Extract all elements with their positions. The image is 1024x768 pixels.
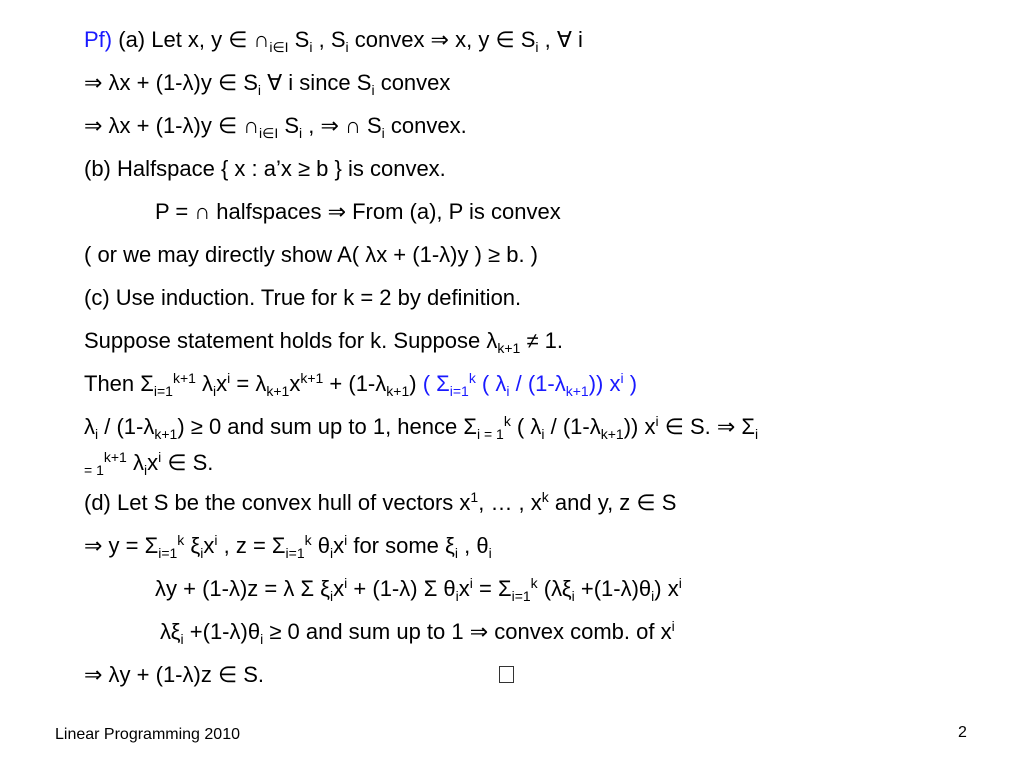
proof-text: ) — [409, 371, 423, 396]
proof-text: i∈I — [269, 39, 289, 55]
proof-line — [155, 199, 561, 225]
proof-text: x — [458, 576, 470, 601]
proof-text: , ∀ i — [538, 27, 583, 52]
proof-text: / (1-λ — [509, 371, 566, 396]
proof-text: , S — [312, 27, 346, 52]
proof-text: λ — [195, 371, 214, 396]
proof-text: λξ — [160, 619, 181, 644]
proof-text: i — [180, 631, 184, 647]
proof-text: i — [571, 588, 575, 604]
proof-text: k+1 — [600, 426, 624, 442]
proof-text: i — [671, 618, 675, 634]
proof-line — [84, 371, 637, 397]
proof-text: = Σ — [472, 576, 512, 601]
proof-text: θ — [311, 533, 330, 558]
proof-text: = 1 — [84, 462, 104, 478]
proof-text: convex — [374, 70, 451, 95]
proof-text: i — [299, 125, 303, 141]
proof-text: i — [755, 426, 759, 442]
proof-text: i — [227, 370, 231, 386]
proof-text: ∈ S. — [161, 450, 214, 475]
proof-text: (λξ — [537, 576, 572, 601]
proof-text: ⇒ λx + (1-λ)y ∈ ∩ — [84, 113, 260, 138]
proof-text: i — [488, 545, 492, 561]
proof-text: i=1 — [153, 383, 173, 399]
proof-text: i — [620, 370, 624, 386]
proof-text: k — [468, 370, 476, 386]
proof-text: x — [203, 533, 215, 558]
proof-line — [160, 619, 675, 645]
proof-text: S — [288, 27, 310, 52]
proof-text: / (1-λ — [544, 414, 601, 439]
proof-text: k+1 — [497, 340, 521, 356]
proof-text: k+1 — [103, 449, 127, 465]
proof-text: k+1 — [565, 383, 589, 399]
proof-text: i — [330, 588, 334, 604]
proof-text: i∈I — [259, 125, 279, 141]
proof-text: i — [678, 575, 682, 591]
proof-text: x — [289, 371, 301, 396]
proof-line — [84, 27, 583, 53]
proof-text: i — [143, 462, 148, 478]
footer-course-title: Linear Programming 2010 — [55, 726, 240, 743]
proof-text: i — [158, 449, 162, 465]
proof-text: i — [651, 588, 655, 604]
proof-text: i=1 — [449, 383, 469, 399]
proof-text: ( λ — [475, 371, 507, 396]
proof-line — [84, 113, 467, 139]
proof-text: 1 — [470, 489, 479, 505]
proof-text: x — [333, 576, 345, 601]
proof-text: x — [147, 450, 159, 475]
proof-text: i — [329, 545, 334, 561]
footer-page-number: 2 — [958, 724, 967, 741]
proof-text: i — [200, 545, 204, 561]
proof-text: = λ — [230, 371, 267, 396]
proof-line — [84, 662, 514, 688]
proof-text: Pf) — [84, 27, 113, 52]
proof-text: i — [257, 82, 262, 98]
proof-text: (d) Let S be the convex hull of vectors x — [84, 490, 471, 515]
proof-text: k+1 — [386, 383, 410, 399]
proof-text: / (1-λ — [98, 414, 155, 439]
proof-text: k+1 — [300, 370, 324, 386]
proof-text: k — [530, 575, 538, 591]
proof-text: k — [304, 532, 312, 548]
proof-line — [84, 328, 563, 354]
proof-text: x — [333, 533, 345, 558]
proof-text: k — [503, 413, 511, 429]
proof-text: k+1 — [266, 383, 290, 399]
proof-text: )) x — [588, 371, 621, 396]
proof-text: i — [345, 39, 349, 55]
proof-text: i — [506, 383, 510, 399]
proof-line — [84, 490, 676, 516]
proof-text: i=1 — [285, 545, 305, 561]
proof-text: ∈ S. ⇒ Σ — [658, 414, 756, 439]
proof-line — [84, 285, 521, 311]
proof-text: , … , x — [478, 490, 542, 515]
proof-text: i — [469, 575, 473, 591]
proof-text: + (1-λ) Σ θ — [347, 576, 456, 601]
proof-text: i = 1 — [476, 426, 504, 442]
proof-text: for some ξ — [347, 533, 455, 558]
proof-line — [84, 414, 758, 440]
proof-text: + (1-λ — [323, 371, 387, 396]
proof-text: k+1 — [172, 370, 196, 386]
proof-text: i — [655, 413, 659, 429]
proof-text: convex ⇒ x, y ∈ S — [348, 27, 536, 52]
proof-text: i=1 — [511, 588, 531, 604]
proof-text: Suppose statement holds for k. Suppose λ — [84, 328, 498, 353]
proof-text: ⇒ y = Σ — [84, 533, 159, 558]
proof-text: ∀ i since S — [261, 70, 372, 95]
proof-line — [155, 576, 682, 602]
proof-text: )) x — [623, 414, 656, 439]
proof-text: λ — [84, 414, 95, 439]
proof-text: i — [371, 82, 375, 98]
proof-text: , θ — [458, 533, 489, 558]
proof-text: ξ — [184, 533, 201, 558]
proof-text: k+1 — [154, 426, 178, 442]
proof-text: ⇒ λx + (1-λ)y ∈ S — [84, 70, 258, 95]
proof-text: i — [309, 39, 313, 55]
proof-text: Then Σ — [84, 371, 154, 396]
proof-text: , ⇒ ∩ S — [302, 113, 382, 138]
proof-text: +(1-λ)θ — [183, 619, 261, 644]
proof-text: i — [260, 631, 264, 647]
proof-line — [84, 156, 446, 182]
proof-text: ( Σ — [422, 371, 450, 396]
proof-text: i — [541, 426, 545, 442]
proof-line — [84, 70, 450, 96]
proof-text: λ — [126, 450, 144, 475]
proof-text: , z = Σ — [217, 533, 286, 558]
proof-text: +(1-λ)θ — [574, 576, 652, 601]
proof-text: ) ≥ 0 and sum up to 1, hence Σ — [177, 414, 477, 439]
proof-text: ≥ 0 and sum up to 1 ⇒ convex comb. of x — [263, 619, 672, 644]
proof-text: x — [216, 371, 228, 396]
proof-text: i — [213, 383, 217, 399]
proof-text: ( λ — [510, 414, 542, 439]
proof-text: ≠ 1. — [520, 328, 563, 353]
proof-text: i — [454, 545, 459, 561]
proof-text: i — [381, 125, 385, 141]
qed-box-icon — [499, 666, 514, 683]
proof-text: ) — [623, 371, 638, 396]
proof-line — [84, 533, 492, 559]
proof-text: i — [214, 532, 218, 548]
proof-text: i — [344, 575, 348, 591]
proof-text: and y, z ∈ S — [548, 490, 677, 515]
proof-text: λy + (1-λ)z = λ Σ ξ — [155, 576, 331, 601]
proof-line — [84, 242, 538, 268]
proof-text: i — [95, 426, 99, 442]
proof-text: ( or we may directly show A( λx + (1-λ)y ) ≥ b. ) — [84, 242, 538, 267]
proof-line — [84, 450, 213, 476]
proof-text: convex. — [384, 113, 467, 138]
proof-text: i — [535, 39, 539, 55]
proof-text: i — [344, 532, 348, 548]
proof-text: P = ∩ halfspaces ⇒ From (a), P is convex — [155, 199, 561, 224]
proof-text: i=1 — [158, 545, 178, 561]
proof-text: S — [278, 113, 300, 138]
proof-text: i — [455, 588, 459, 604]
proof-text: ) x — [654, 576, 679, 601]
proof-text: (a) Let x, y ∈ ∩ — [112, 27, 270, 52]
proof-text: ⇒ λy + (1-λ)z ∈ S. — [84, 662, 265, 687]
proof-text: (b) Halfspace { x : a’x ≥ b } is convex. — [84, 156, 446, 181]
proof-text: k — [177, 532, 185, 548]
proof-text: k — [541, 489, 549, 505]
proof-text: (c) Use induction. True for k = 2 by definition. — [84, 285, 522, 310]
